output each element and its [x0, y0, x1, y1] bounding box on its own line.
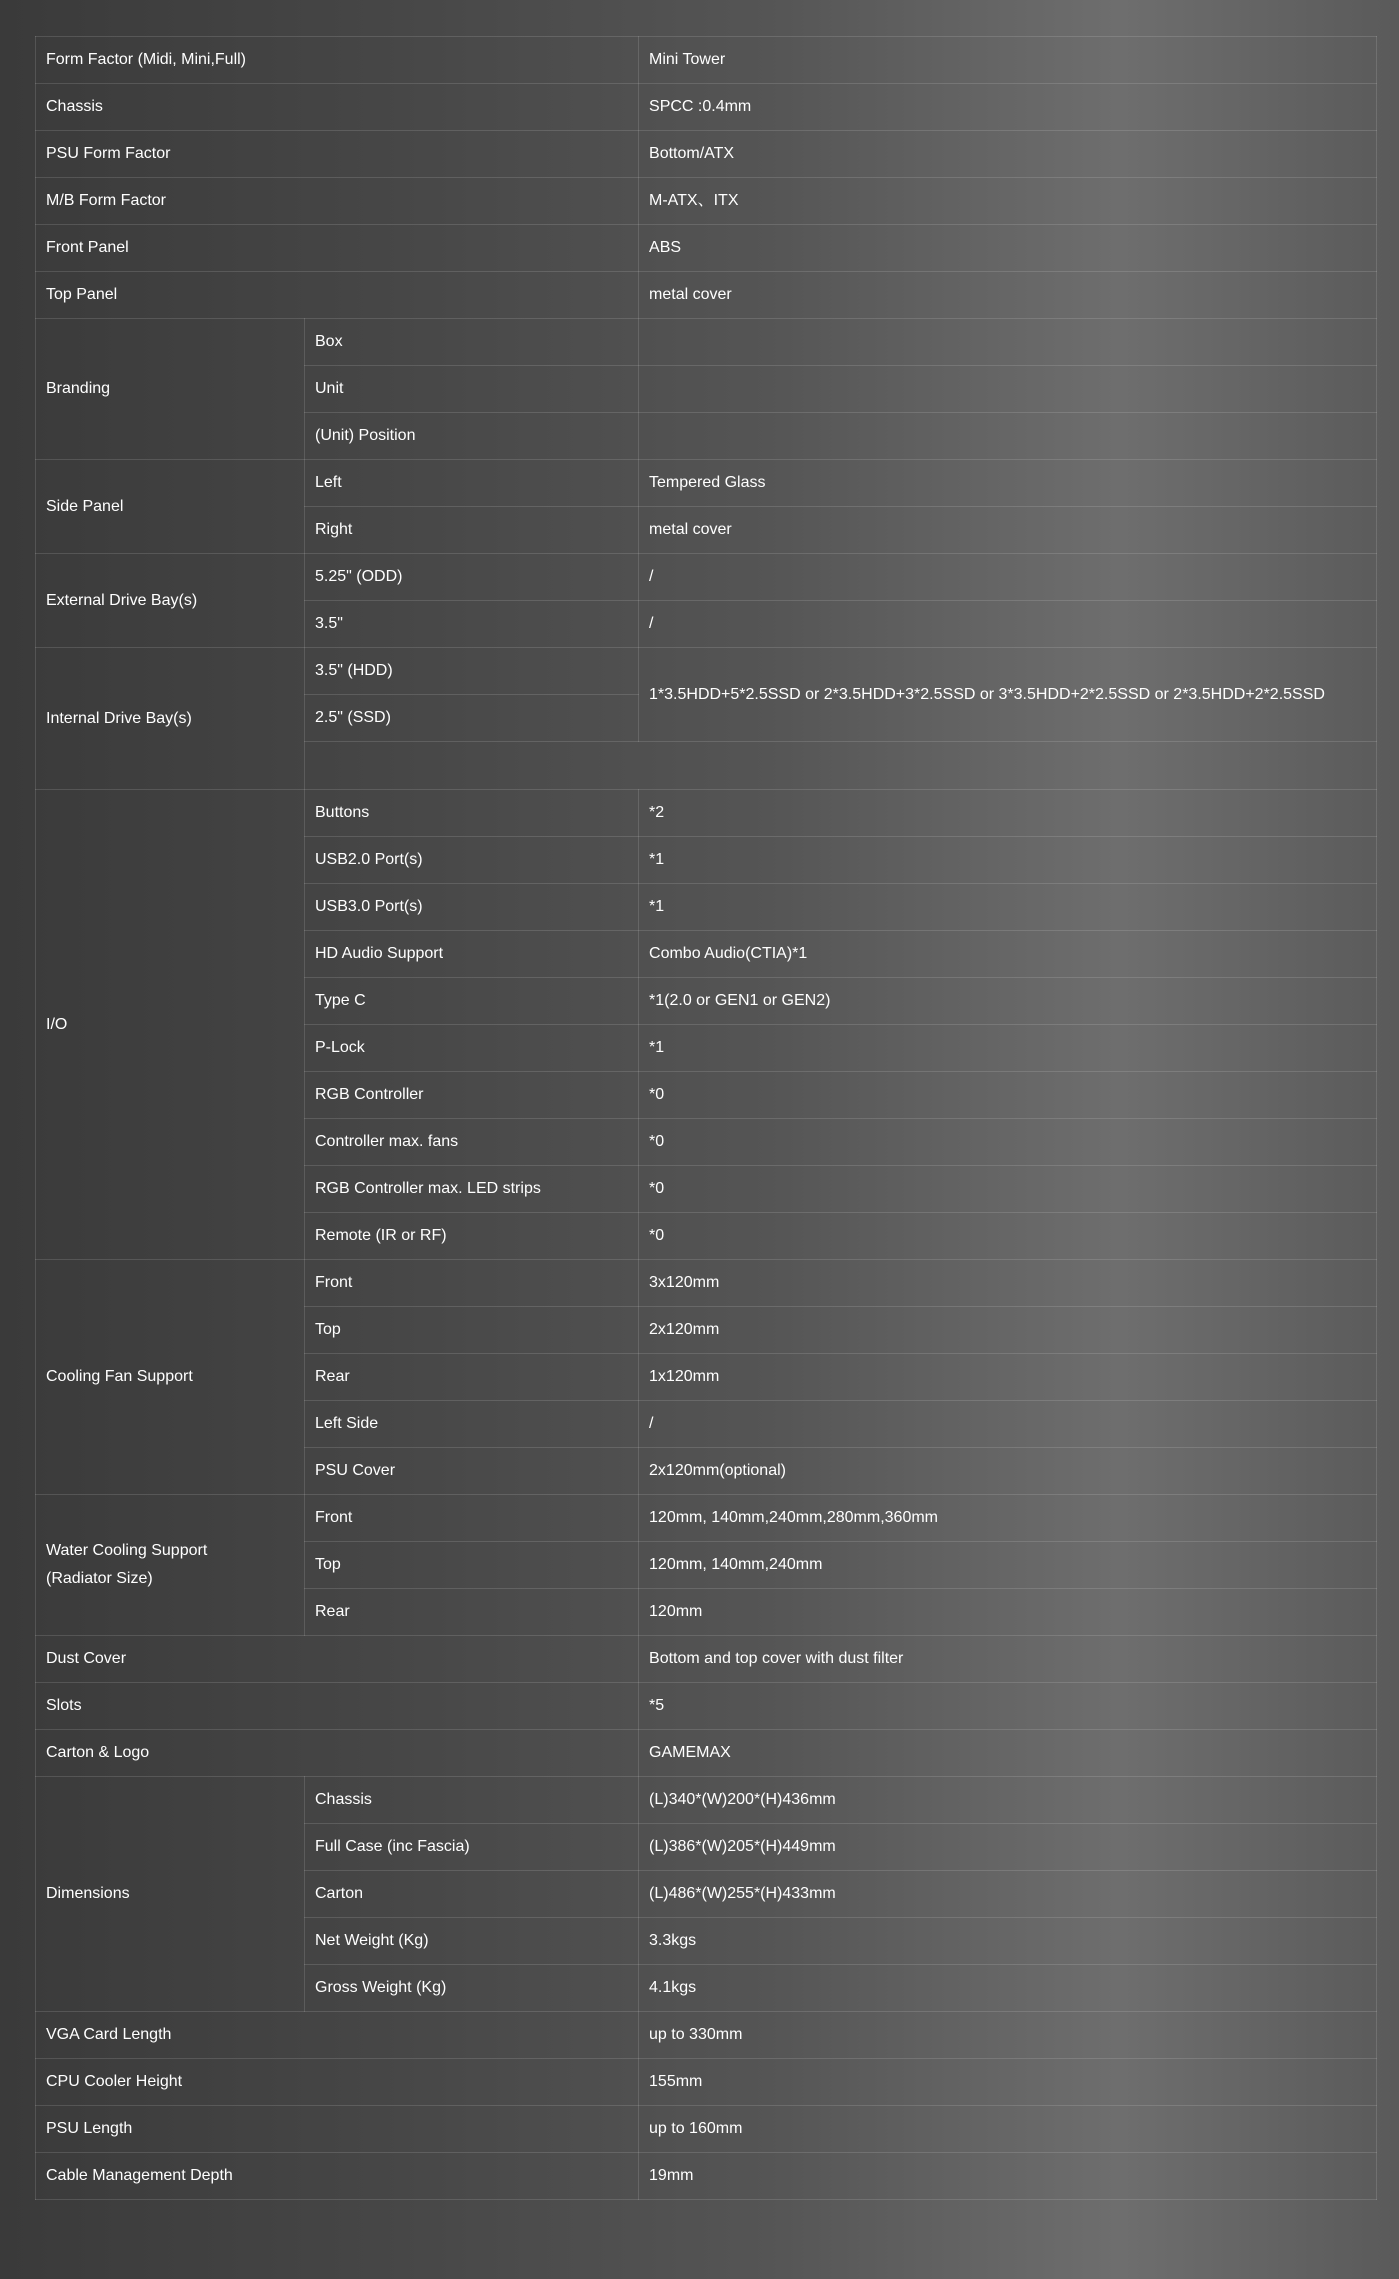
spec-value: (L)386*(W)205*(H)449mm [639, 1824, 1377, 1871]
table-row [36, 1260, 1377, 1307]
spec-label: M/B Form Factor [36, 178, 639, 225]
spec-value: Bottom/ATX [639, 131, 1377, 178]
table-row [36, 2059, 1377, 2106]
spec-value: 1x120mm [639, 1354, 1377, 1401]
group-label-dimensions: Dimensions [36, 1777, 305, 2012]
spec-label: Dust Cover [36, 1636, 639, 1683]
spec-label: CPU Cooler Height [36, 2059, 639, 2106]
spec-table [35, 36, 1377, 2200]
spec-sublabel: PSU Cover [305, 1448, 639, 1495]
table-row [36, 2153, 1377, 2200]
spec-sublabel: Rear [305, 1589, 639, 1636]
spec-value: *0 [639, 1213, 1377, 1260]
spec-value: up to 330mm [639, 2012, 1377, 2059]
spec-sublabel: USB3.0 Port(s) [305, 884, 639, 931]
spec-sublabel: Left Side [305, 1401, 639, 1448]
spec-label: Cable Management Depth [36, 2153, 639, 2200]
spec-value: / [639, 1401, 1377, 1448]
spec-value: Bottom and top cover with dust filter [639, 1636, 1377, 1683]
spec-sublabel: Top [305, 1307, 639, 1354]
table-row [36, 225, 1377, 272]
table-row [36, 319, 1377, 366]
spec-value: M-ATX、ITX [639, 178, 1377, 225]
spec-sublabel: Remote (IR or RF) [305, 1213, 639, 1260]
spec-value: *1 [639, 884, 1377, 931]
group-label-water-cooling-support [36, 1495, 305, 1636]
spec-sublabel: 3.5" [305, 601, 639, 648]
spec-sublabel: RGB Controller max. LED strips [305, 1166, 639, 1213]
spec-value: 3.3kgs [639, 1918, 1377, 1965]
spec-value: 2x120mm [639, 1307, 1377, 1354]
spec-sublabel: Top [305, 1542, 639, 1589]
table-row [36, 272, 1377, 319]
table-row [36, 84, 1377, 131]
spec-value [639, 413, 1377, 460]
spec-value: (L)340*(W)200*(H)436mm [639, 1777, 1377, 1824]
spec-table-container [35, 36, 1376, 2200]
spec-sublabel: Controller max. fans [305, 1119, 639, 1166]
table-row [36, 1683, 1377, 1730]
group-label-line: (Radiator Size) [46, 1570, 153, 1587]
spec-sublabel: Gross Weight (Kg) [305, 1965, 639, 2012]
spec-value: *0 [639, 1072, 1377, 1119]
spec-sublabel: Front [305, 1495, 639, 1542]
spec-sublabel: 2.5" (SSD) [305, 695, 639, 742]
spec-value: *1 [639, 1025, 1377, 1072]
spec-label: Top Panel [36, 272, 639, 319]
table-row [36, 1636, 1377, 1683]
spec-sublabel: 5.25" (ODD) [305, 554, 639, 601]
spec-value: *2 [639, 790, 1377, 837]
table-row [36, 1777, 1377, 1824]
spec-value: *0 [639, 1119, 1377, 1166]
group-label-io: I/O [36, 790, 305, 1260]
spec-value: (L)486*(W)255*(H)433mm [639, 1871, 1377, 1918]
group-label-branding: Branding [36, 319, 305, 460]
spec-value: up to 160mm [639, 2106, 1377, 2153]
spec-value: Combo Audio(CTIA)*1 [639, 931, 1377, 978]
spec-value: 120mm, 140mm,240mm,280mm,360mm [639, 1495, 1377, 1542]
table-row [36, 790, 1377, 837]
spec-sublabel: Unit [305, 366, 639, 413]
spec-value: *5 [639, 1683, 1377, 1730]
spec-sublabel: Full Case (inc Fascia) [305, 1824, 639, 1871]
table-row [36, 648, 1377, 695]
spec-sublabel: P-Lock [305, 1025, 639, 1072]
spec-label: Form Factor (Midi, Mini,Full) [36, 37, 639, 84]
spec-value: metal cover [639, 507, 1377, 554]
spec-sublabel: Rear [305, 1354, 639, 1401]
table-row [36, 37, 1377, 84]
spec-sublabel: Carton [305, 1871, 639, 1918]
table-row [36, 2106, 1377, 2153]
spec-label: Slots [36, 1683, 639, 1730]
spec-label: Chassis [36, 84, 639, 131]
spec-value: 19mm [639, 2153, 1377, 2200]
spec-value [639, 366, 1377, 413]
spec-sublabel: 3.5" (HDD) [305, 648, 639, 695]
spec-sublabel: Left [305, 460, 639, 507]
group-label-internal-drive-bays: Internal Drive Bay(s) [36, 648, 305, 790]
spec-sublabel: Chassis [305, 1777, 639, 1824]
spec-sublabel: RGB Controller [305, 1072, 639, 1119]
spec-value: 4.1kgs [639, 1965, 1377, 2012]
spec-value: ABS [639, 225, 1377, 272]
table-row [36, 1495, 1377, 1542]
spec-sublabel: (Unit) Position [305, 413, 639, 460]
spec-value-drive-combos: 1*3.5HDD+5*2.5SSD or 2*3.5HDD+3*2.5SSD or 3*3.5HDD+2*2.5SSD or 2*3.5HDD+2*2.5SSD [639, 648, 1377, 742]
spec-value: 120mm [639, 1589, 1377, 1636]
spec-sublabel: HD Audio Support [305, 931, 639, 978]
spec-value: SPCC :0.4mm [639, 84, 1377, 131]
group-label-line: Water Cooling Support [46, 1542, 208, 1559]
spec-sublabel: Net Weight (Kg) [305, 1918, 639, 1965]
empty-cell [305, 742, 1377, 790]
group-label-side-panel: Side Panel [36, 460, 305, 554]
table-row [36, 554, 1377, 601]
spec-sublabel: Type C [305, 978, 639, 1025]
spec-sublabel: Buttons [305, 790, 639, 837]
spec-value: / [639, 601, 1377, 648]
spec-value: *1(2.0 or GEN1 or GEN2) [639, 978, 1377, 1025]
spec-value: 3x120mm [639, 1260, 1377, 1307]
spec-sublabel: Box [305, 319, 639, 366]
table-row [36, 460, 1377, 507]
spec-sublabel: USB2.0 Port(s) [305, 837, 639, 884]
spec-value: metal cover [639, 272, 1377, 319]
table-row [36, 2012, 1377, 2059]
group-label-external-drive-bays: External Drive Bay(s) [36, 554, 305, 648]
spec-value: *1 [639, 837, 1377, 884]
spec-sublabel: Front [305, 1260, 639, 1307]
spec-label: PSU Form Factor [36, 131, 639, 178]
spec-value: Tempered Glass [639, 460, 1377, 507]
spec-label: Front Panel [36, 225, 639, 272]
spec-value: 120mm, 140mm,240mm [639, 1542, 1377, 1589]
spec-value: Mini Tower [639, 37, 1377, 84]
spec-value: 155mm [639, 2059, 1377, 2106]
spec-value: GAMEMAX [639, 1730, 1377, 1777]
spec-label: VGA Card Length [36, 2012, 639, 2059]
table-row [36, 1730, 1377, 1777]
spec-value: / [639, 554, 1377, 601]
spec-label: Carton & Logo [36, 1730, 639, 1777]
spec-label: PSU Length [36, 2106, 639, 2153]
spec-value: *0 [639, 1166, 1377, 1213]
table-row [36, 131, 1377, 178]
spec-sublabel: Right [305, 507, 639, 554]
group-label-cooling-fan-support: Cooling Fan Support [36, 1260, 305, 1495]
spec-value: 2x120mm(optional) [639, 1448, 1377, 1495]
spec-value [639, 319, 1377, 366]
table-row [36, 178, 1377, 225]
